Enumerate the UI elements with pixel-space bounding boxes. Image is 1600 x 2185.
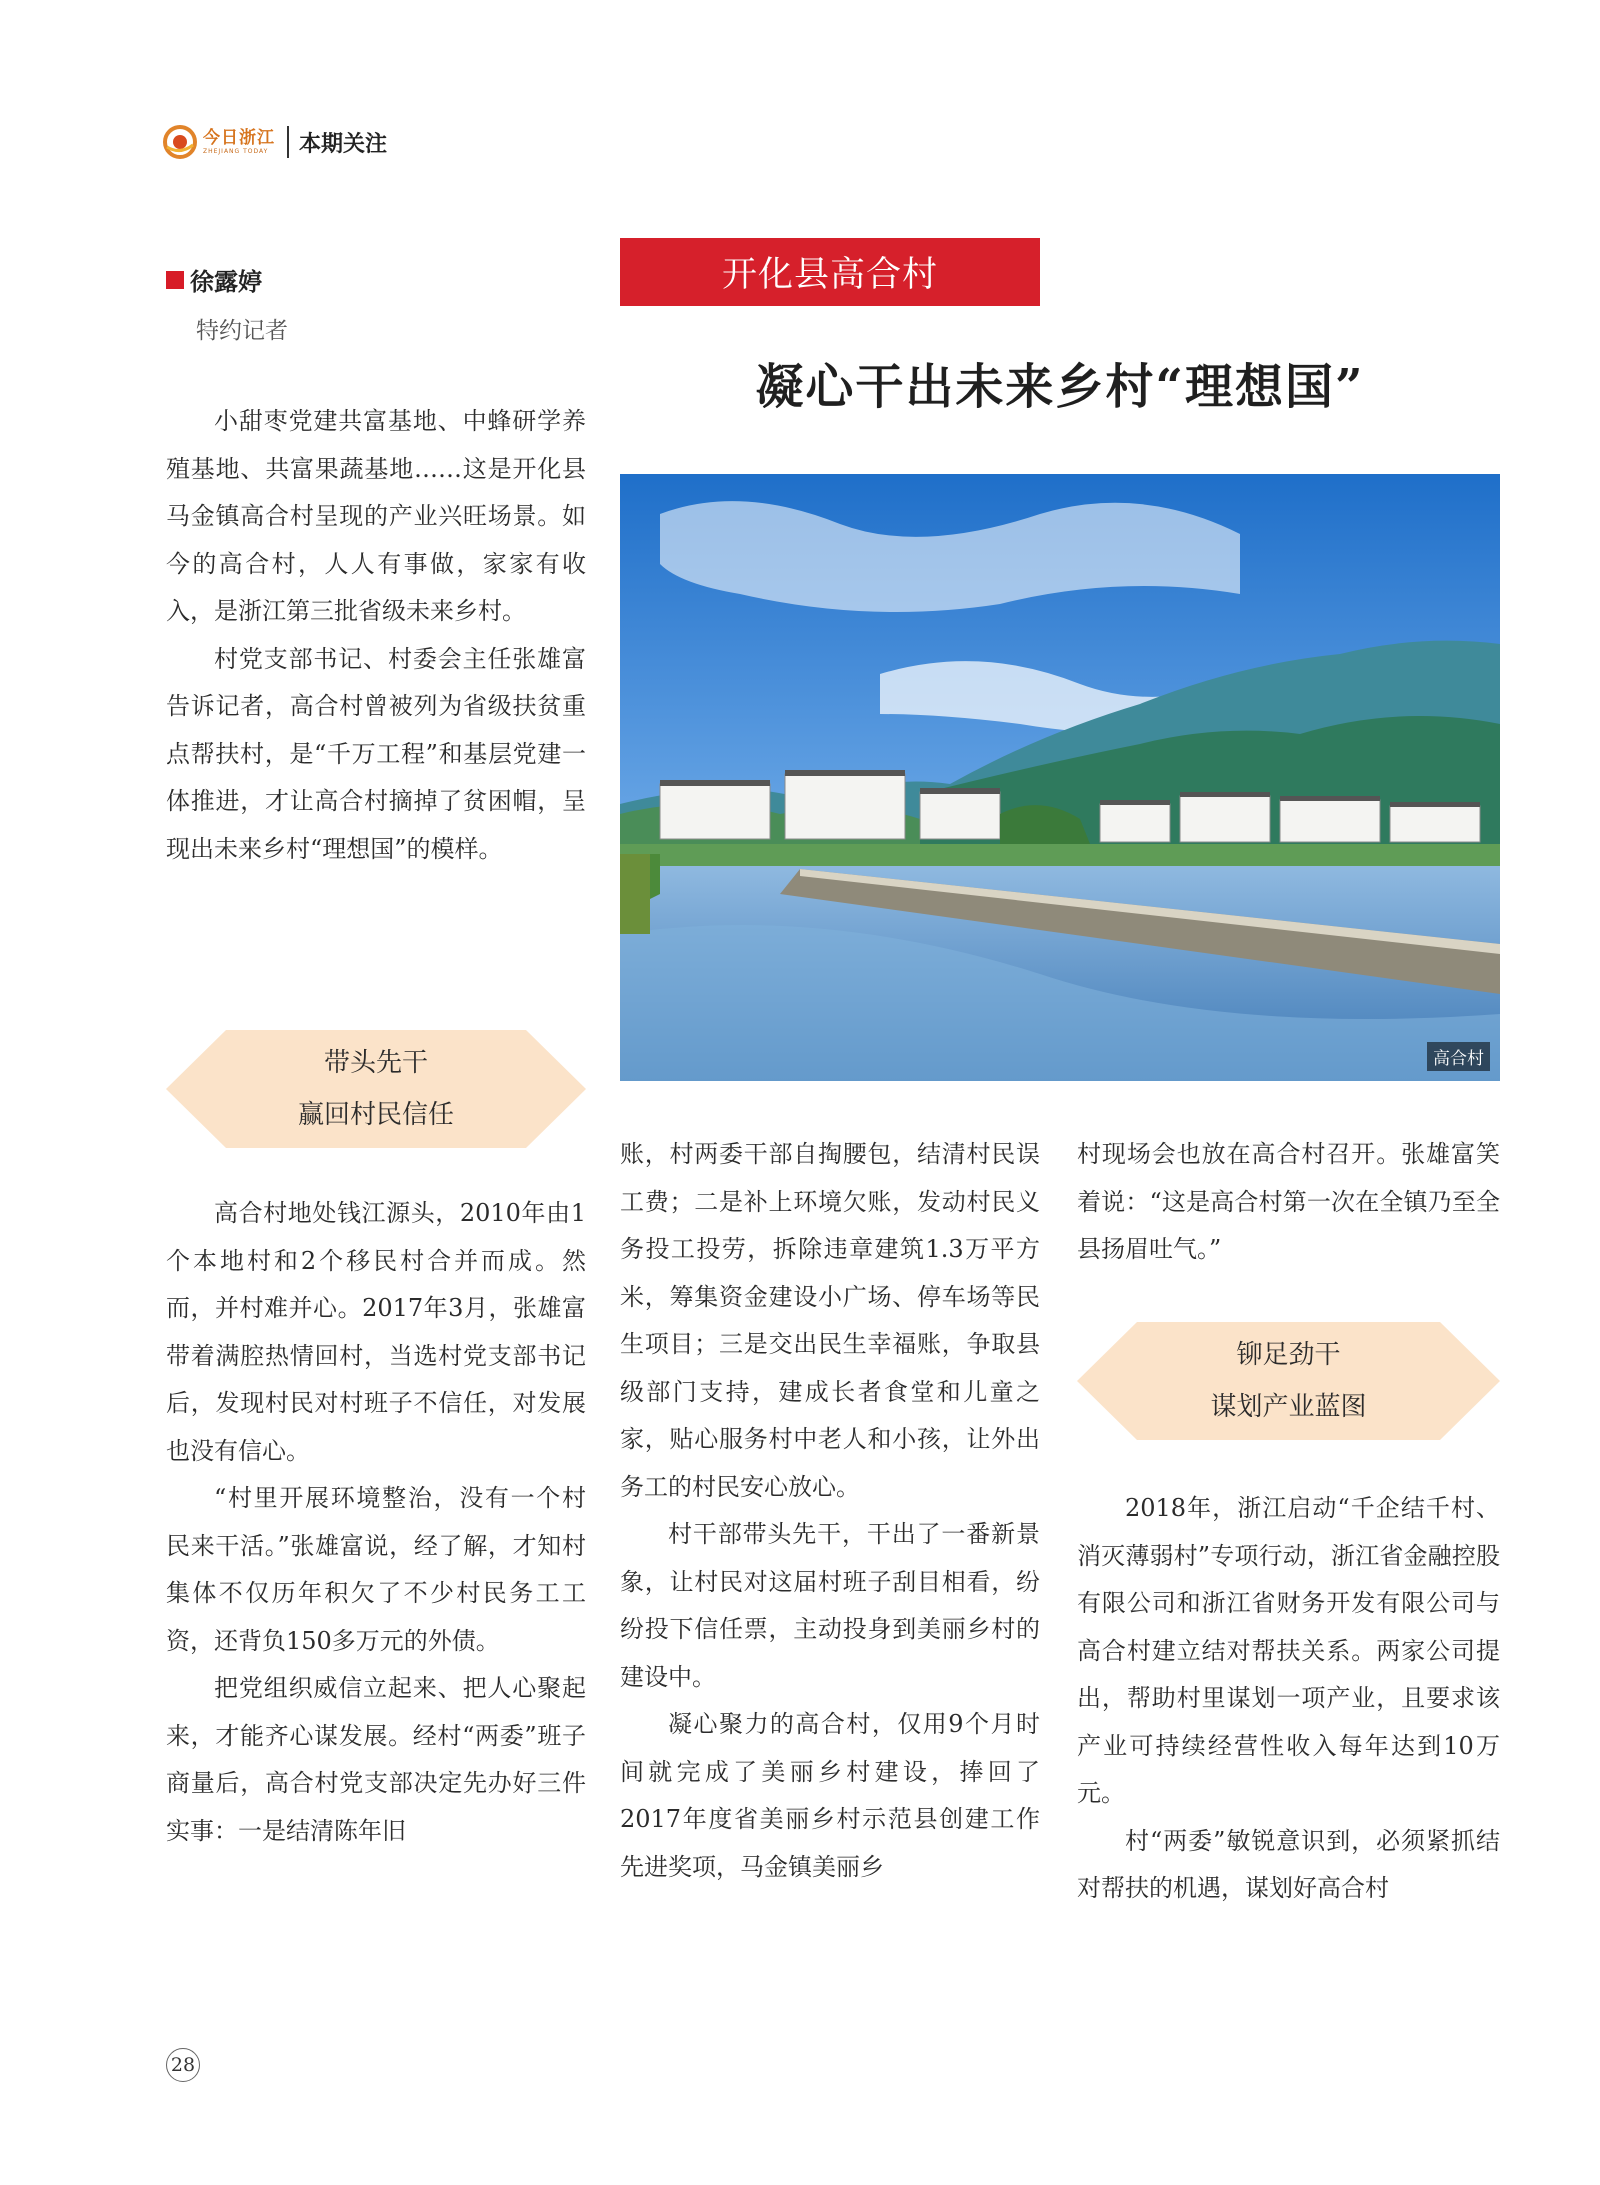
page-number: 28 — [166, 2048, 200, 2082]
column-3-bottom — [1077, 1485, 1500, 1913]
article-photo — [620, 474, 1500, 1081]
subhead-1 — [166, 1030, 586, 1148]
logo — [203, 127, 275, 155]
header-divider — [287, 126, 289, 158]
author-name — [166, 262, 262, 297]
article-headline: 凝心干出未来乡村“理想国” — [755, 359, 1365, 415]
paragraph: 村党支部书记、村委会主任张雄富告诉记者，高合村曾被列为省级扶贫重点帮扶村，是“千万工程”和基层党建一体推进，才让高合村摘掉了贫困帽，呈现出未来乡村“理想国”的模样。 — [166, 644, 586, 863]
paragraph: 小甜枣党建共富基地、中蜂研学养殖基地、共富果蔬基地……这是开化县马金镇高合村呈现的产业兴旺场景。如今的高合村，人人有事做，家家有收入，是浙江第三批省级未来乡村。 — [166, 407, 586, 625]
location-tag: 开化县高合村 — [620, 238, 1040, 306]
photo-caption: 高合村 — [1427, 1042, 1490, 1071]
paragraph: 2018年，浙江启动“千企结千村、消灭薄弱村”专项行动，浙江省金融控股有限公司和浙江省财务开发有限公司与高合村建立结对帮扶关系。两家公司提出，帮助村里谋划一项产业，且要求该产业可持续经营性收入每年达到10万元。 — [1077, 1494, 1500, 1807]
page-header — [163, 122, 387, 162]
paragraph: 村干部带头先干，干出了一番新景象，让村民对这届村班子刮目相看，纷纷投下信任票，主动投身到美丽乡村的建设中。 — [620, 1520, 1040, 1691]
author-role: 特约记者 — [196, 318, 288, 344]
column-2 — [620, 1131, 1040, 1891]
subhead-1-line-2: 赢回村民信任 — [297, 1100, 454, 1130]
author-name-text: 徐露婷 — [190, 268, 262, 296]
paragraph: “村里开展环境整治，没有一个村民来干活。”张雄富说，经了解，才知村集体不仅历年积欠了不少村民务工工资，还背负150多万元的外债。 — [166, 1484, 586, 1655]
subhead-1-line-1: 带头先干 — [323, 1048, 428, 1078]
column-1-top — [166, 398, 586, 873]
column-3-top — [1077, 1131, 1500, 1274]
subhead-2-line-2: 谋划产业蓝图 — [1210, 1392, 1367, 1422]
paragraph: 村“两委”敏锐意识到，必须紧抓结对帮扶的机遇，谋划好高合村 — [1077, 1826, 1500, 1902]
subhead-2-line-1: 铆足劲干 — [1236, 1340, 1341, 1370]
paragraph: 村现场会也放在高合村召开。张雄富笑着说：“这是高合村第一次在全镇乃至全县扬眉吐气。” — [1077, 1140, 1500, 1263]
paragraph: 把党组织威信立起来、把人心聚起来，才能齐心谋发展。经村“两委”班子商量后，高合村党支部决定先办好三件实事：一是结清陈年旧 — [166, 1674, 586, 1845]
paragraph: 账，村两委干部自掏腰包，结清村民误工费；二是补上环境欠账，发动村民义务投工投劳，拆除违章建筑1.3万平方米，筹集资金建设小广场、停车场等民生项目；三是交出民生幸福账，争取县级部门支持，建成长者食堂和儿童之家，贴心服务村中老人和小孩，让外出务工的村民安心放心。 — [620, 1140, 1040, 1501]
logo-icon — [163, 125, 197, 159]
landscape-illustration — [620, 474, 1500, 1081]
subhead-2 — [1077, 1322, 1500, 1440]
paragraph: 凝心聚力的高合村，仅用9个月时间就完成了美丽乡村建设，捧回了2017年度省美丽乡村示范县创建工作先进奖项，马金镇美丽乡 — [620, 1710, 1040, 1881]
column-1-bottom — [166, 1190, 586, 1855]
paragraph: 高合村地处钱江源头，2010年由1个本地村和2个移民村合并而成。然而，并村难并心。2017年3月，张雄富带着满腔热情回村，当选村党支部书记后，发现村民对村班子不信任，对发展也没有信心。 — [166, 1199, 586, 1465]
section-title: 本期关注 — [299, 131, 388, 157]
author-marker-icon — [166, 271, 184, 289]
logo-subtitle: ZHEJIANG TODAY — [203, 147, 269, 155]
logo-title: 今日浙江 — [203, 127, 275, 148]
